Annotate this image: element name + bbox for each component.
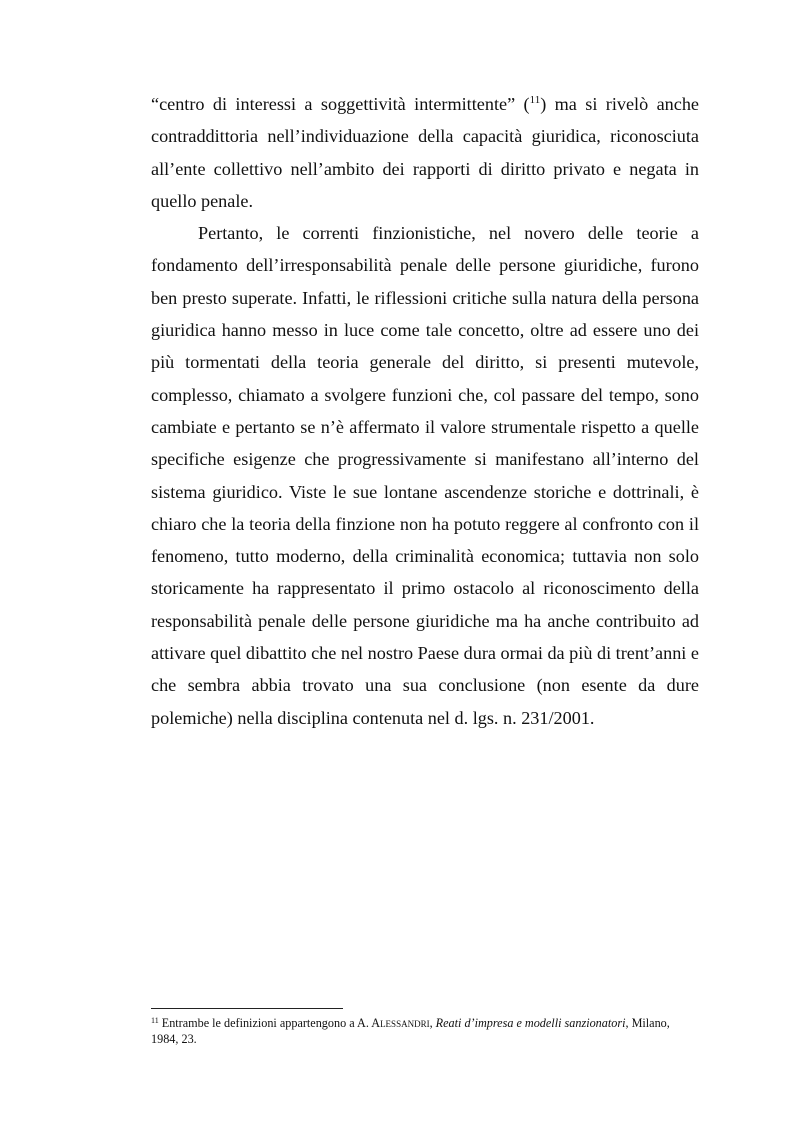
footnote-author <box>371 1016 429 1030</box>
footnote-ref-close: ) <box>540 94 547 114</box>
quoted-definition: “centro di interessi a soggettività intermittente” <box>151 94 516 114</box>
paragraph-2: Pertanto, le correnti finzionistiche, nel novero delle teorie a fondamento dell’irresponsabilità penale delle persone giuridiche, furono ben presto superate. Infatti, le riflessioni critiche sulla natura della persona giuridica hanno messo in luce come tale concetto, oltre ad essere uno dei più tormentati della teoria generale del diritto, si presenti mutevole, complesso, chiamato a svolgere funzioni che, col passare del tempo, sono cambiate e pertanto se n’è affermato il valore strumentale rispetto a quelle specifiche esigenze che progressivamente si manifestano all’interno del sistema giuridico. Viste le sue lontane ascendenze storiche e dottrinali, è chiaro che la teoria della finzione non ha potuto reggere al confronto con il fenomeno, tutto moderno, della criminalità economica; tuttavia non solo storicamente ha rappresentato il primo ostacolo al riconoscimento della responsabilità penale delle persone giuridiche ma ha anche contribuito ad attivare quel dibattito che nel nostro Paese dura ormai da più di trent’anni e che sembra abbia trovato una sua conclusione (non esente da dure polemiche) nella disciplina contenuta nel d. lgs. n. 231/2001. <box>151 223 699 728</box>
footnote-author-initial: A <box>371 1016 381 1030</box>
footnote-text-after: , Milano, 1984, 23. <box>151 1016 670 1046</box>
footnote-separator-text: , <box>429 1016 436 1030</box>
footnote-title: Reati d’impresa e modelli sanzionatori <box>435 1016 626 1030</box>
paragraph-1-text: ma si rivelò anche contraddittoria nell’individuazione della capacità giuridica, riconosciuta all’ente collettivo nell’ambito dei rapporti di diritto privato e negata in quello penale. <box>151 94 699 211</box>
body-text <box>151 88 699 734</box>
footnote <box>151 1016 699 1047</box>
footnote-reference: 11 <box>529 94 541 106</box>
footnote-author-rest: lessandri <box>380 1016 430 1030</box>
footnote-ref-open: ( <box>515 94 530 114</box>
paragraph-1 <box>151 88 699 217</box>
footnote-text-before: Entrambe le definizioni appartengono a A. <box>158 1016 372 1030</box>
footnote-separator <box>151 1008 343 1009</box>
footnote-number: 11 <box>151 1016 159 1025</box>
